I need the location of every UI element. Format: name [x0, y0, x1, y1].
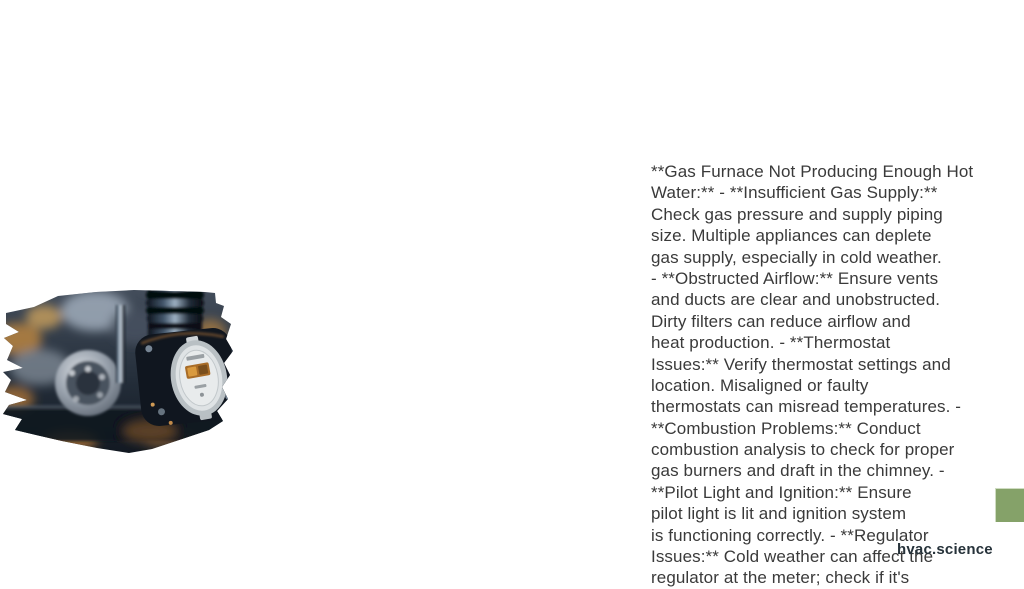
text-line: location. Misaligned or faulty: [651, 375, 869, 395]
text-line: pilot light is lit and ignition system: [651, 504, 907, 524]
text-line: Issues:** Cold weather can affect the: [651, 547, 934, 567]
text-line: size. Multiple appliances can deplete: [651, 226, 932, 246]
gas-regulator-photo-illustration: [0, 280, 240, 462]
watermark: hvac.science: [897, 541, 993, 558]
text-line: combustion analysis to check for proper: [651, 440, 955, 460]
text-line: **Gas Furnace Not Producing Enough Hot: [651, 162, 974, 181]
troubleshooting-text: [651, 161, 991, 589]
text-line: - **Obstructed Airflow:** Ensure vents: [651, 268, 939, 288]
equipment-photo: [0, 280, 240, 462]
text-line: regulator at the meter; check if it's: [651, 568, 910, 588]
text-line: and ducts are clear and unobstructed.: [651, 290, 941, 310]
accent-square: [995, 488, 1024, 522]
text-line: gas supply, especially in cold weather.: [651, 247, 942, 267]
text-line: heat production. - **Thermostat: [651, 333, 891, 353]
text-line: is functioning correctly. - **Regulator: [651, 525, 929, 545]
text-line: gas burners and draft in the chimney. -: [651, 461, 945, 481]
text-line: **Combustion Problems:** Conduct: [651, 418, 921, 438]
text-line: **Pilot Light and Ignition:** Ensure: [651, 482, 912, 502]
thin-pipe: [116, 305, 125, 383]
text-line: Check gas pressure and supply piping: [651, 204, 943, 224]
valve-flange: [55, 350, 121, 416]
text-line: Dirty filters can reduce airflow and: [651, 311, 911, 331]
text-line: thermostats can misread temperatures. -: [651, 397, 962, 417]
text-line: Water:** - **Insufficient Gas Supply:**: [651, 183, 938, 203]
text-line: Issues:** Verify thermostat settings and: [651, 354, 951, 374]
